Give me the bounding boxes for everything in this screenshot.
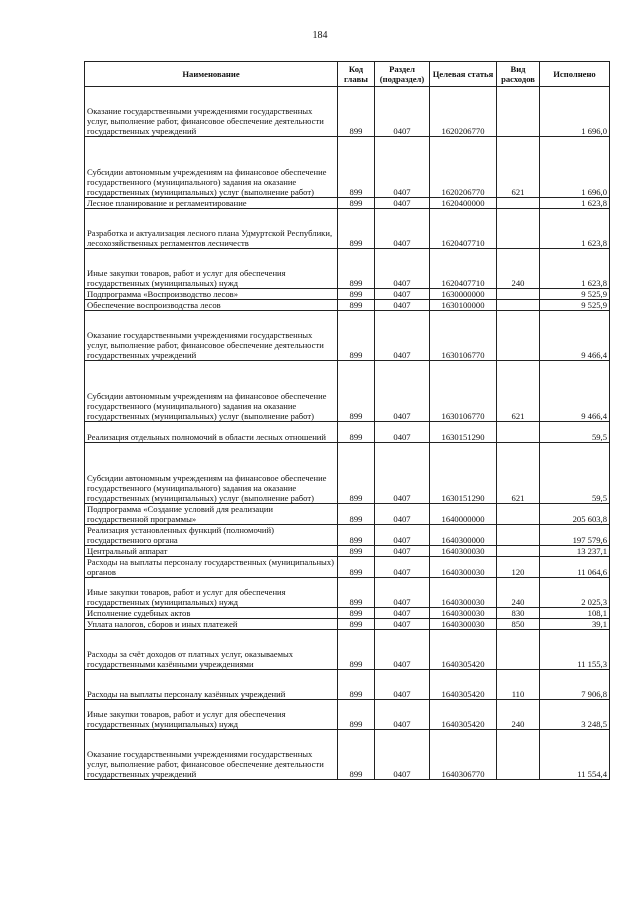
column-header-sum: Исполнено	[540, 62, 610, 87]
cell-name: Расходы за счёт доходов от платных услуг, оказываемых государственными казёнными учреждениями	[85, 630, 338, 670]
cell-glava: 899	[338, 422, 375, 443]
cell-name: Подпрограмма «Воспроизводство лесов»	[85, 289, 338, 300]
cell-sum: 13 237,1	[540, 546, 610, 557]
cell-sum: 197 579,6	[540, 525, 610, 546]
cell-name: Субсидии автономным учреждениям на финансовое обеспечение государственного (муниципального) задания на оказание государственных (муниципальных) услуг (выполнение работ)	[85, 137, 338, 198]
table-row	[85, 443, 610, 504]
cell-glava: 899	[338, 361, 375, 422]
cell-sum: 1 623,8	[540, 209, 610, 249]
cell-sum: 59,5	[540, 443, 610, 504]
cell-glava: 899	[338, 608, 375, 619]
cell-razdel: 0407	[375, 361, 430, 422]
cell-statya: 1640300030	[430, 546, 497, 557]
cell-glava: 899	[338, 311, 375, 361]
cell-razdel: 0407	[375, 557, 430, 578]
cell-statya: 1620400000	[430, 198, 497, 209]
column-header-vid: Вид расходов	[497, 62, 540, 87]
table-row	[85, 311, 610, 361]
cell-statya: 1640300030	[430, 619, 497, 630]
cell-name: Разработка и актуализация лесного плана Удмуртской Республики, лесохозяйственных регламентов лесничеств	[85, 209, 338, 249]
cell-glava: 899	[338, 730, 375, 780]
cell-statya: 1620206770	[430, 87, 497, 137]
cell-name: Подпрограмма «Создание условий для реализации государственной программы»	[85, 504, 338, 525]
table-row	[85, 557, 610, 578]
table-row	[85, 209, 610, 249]
table-body	[85, 87, 610, 780]
cell-glava: 899	[338, 557, 375, 578]
cell-glava: 899	[338, 546, 375, 557]
cell-vid	[497, 311, 540, 361]
cell-sum: 1 696,0	[540, 87, 610, 137]
cell-glava: 899	[338, 578, 375, 608]
table-row	[85, 504, 610, 525]
cell-sum: 1 623,8	[540, 249, 610, 289]
cell-name: Реализация установленных функций (полномочий) государственного органа	[85, 525, 338, 546]
cell-vid: 621	[497, 443, 540, 504]
table-row	[85, 249, 610, 289]
cell-statya: 1640305420	[430, 700, 497, 730]
table-row	[85, 361, 610, 422]
cell-statya: 1640305420	[430, 630, 497, 670]
cell-vid	[497, 546, 540, 557]
cell-razdel: 0407	[375, 504, 430, 525]
cell-statya: 1630106770	[430, 311, 497, 361]
cell-vid: 621	[497, 137, 540, 198]
cell-glava: 899	[338, 700, 375, 730]
cell-glava: 899	[338, 137, 375, 198]
cell-statya: 1640300030	[430, 557, 497, 578]
cell-glava: 899	[338, 619, 375, 630]
cell-statya: 1640300030	[430, 608, 497, 619]
cell-vid	[497, 525, 540, 546]
table-row	[85, 619, 610, 630]
cell-sum: 2 025,3	[540, 578, 610, 608]
cell-glava: 899	[338, 630, 375, 670]
cell-glava: 899	[338, 443, 375, 504]
cell-name: Центральный аппарат	[85, 546, 338, 557]
cell-statya: 1620407710	[430, 209, 497, 249]
cell-statya: 1640000000	[430, 504, 497, 525]
cell-razdel: 0407	[375, 546, 430, 557]
table-header-row	[85, 62, 610, 87]
cell-vid: 850	[497, 619, 540, 630]
cell-sum: 9 525,9	[540, 289, 610, 300]
column-header-razdel: Раздел (подраздел)	[375, 62, 430, 87]
cell-statya: 1620407710	[430, 249, 497, 289]
cell-vid	[497, 730, 540, 780]
cell-vid: 110	[497, 670, 540, 700]
cell-name: Обеспечение воспроизводства лесов	[85, 300, 338, 311]
cell-glava: 899	[338, 504, 375, 525]
cell-name: Исполнение судебных актов	[85, 608, 338, 619]
cell-razdel: 0407	[375, 619, 430, 630]
cell-statya: 1630106770	[430, 361, 497, 422]
cell-name: Лесное планирование и регламентирование	[85, 198, 338, 209]
cell-glava: 899	[338, 300, 375, 311]
cell-sum: 1 623,8	[540, 198, 610, 209]
cell-razdel: 0407	[375, 422, 430, 443]
cell-name: Субсидии автономным учреждениям на финансовое обеспечение государственного (муниципального) задания на оказание государственных (муниципальных) услуг (выполнение работ)	[85, 361, 338, 422]
cell-sum: 11 064,6	[540, 557, 610, 578]
cell-statya: 1640300030	[430, 578, 497, 608]
table-row	[85, 422, 610, 443]
table-row	[85, 87, 610, 137]
table-row	[85, 525, 610, 546]
table-row	[85, 546, 610, 557]
cell-name: Оказание государственными учреждениями государственных услуг, выполнение работ, финансовое обеспечение деятельности государственных учреждений	[85, 730, 338, 780]
cell-sum: 9 525,9	[540, 300, 610, 311]
table-row	[85, 700, 610, 730]
cell-name: Реализация отдельных полномочий в области лесных отношений	[85, 422, 338, 443]
cell-sum: 108,1	[540, 608, 610, 619]
cell-name: Иные закупки товаров, работ и услуг для обеспечения государственных (муниципальных) нужд	[85, 700, 338, 730]
cell-glava: 899	[338, 87, 375, 137]
cell-vid: 240	[497, 700, 540, 730]
table-row	[85, 630, 610, 670]
table-row	[85, 289, 610, 300]
cell-razdel: 0407	[375, 608, 430, 619]
cell-razdel: 0407	[375, 289, 430, 300]
cell-razdel: 0407	[375, 630, 430, 670]
cell-sum: 59,5	[540, 422, 610, 443]
cell-statya: 1630100000	[430, 300, 497, 311]
cell-statya: 1630151290	[430, 422, 497, 443]
cell-sum: 11 554,4	[540, 730, 610, 780]
cell-name: Иные закупки товаров, работ и услуг для обеспечения государственных (муниципальных) нужд	[85, 578, 338, 608]
cell-vid	[497, 209, 540, 249]
cell-sum: 205 603,8	[540, 504, 610, 525]
table-row	[85, 670, 610, 700]
column-header-name: Наименование	[85, 62, 338, 87]
cell-name: Субсидии автономным учреждениям на финансовое обеспечение государственного (муниципального) задания на оказание государственных (муниципальных) услуг (выполнение работ)	[85, 443, 338, 504]
cell-razdel: 0407	[375, 525, 430, 546]
cell-sum: 3 248,5	[540, 700, 610, 730]
cell-vid: 621	[497, 361, 540, 422]
table-row	[85, 578, 610, 608]
cell-glava: 899	[338, 198, 375, 209]
cell-statya: 1640305420	[430, 670, 497, 700]
table-row	[85, 198, 610, 209]
cell-razdel: 0407	[375, 311, 430, 361]
cell-name: Иные закупки товаров, работ и услуг для обеспечения государственных (муниципальных) нужд	[85, 249, 338, 289]
page-number: 184	[312, 30, 328, 41]
cell-razdel: 0407	[375, 670, 430, 700]
cell-razdel: 0407	[375, 700, 430, 730]
cell-razdel: 0407	[375, 209, 430, 249]
cell-vid	[497, 289, 540, 300]
budget-table	[84, 61, 610, 780]
cell-razdel: 0407	[375, 87, 430, 137]
cell-vid: 120	[497, 557, 540, 578]
cell-razdel: 0407	[375, 137, 430, 198]
cell-razdel: 0407	[375, 300, 430, 311]
cell-vid	[497, 422, 540, 443]
cell-razdel: 0407	[375, 443, 430, 504]
table-row	[85, 300, 610, 311]
column-header-glava: Код главы	[338, 62, 375, 87]
cell-statya: 1640300000	[430, 525, 497, 546]
table-row	[85, 730, 610, 780]
column-header-statya: Целевая статья	[430, 62, 497, 87]
cell-vid	[497, 630, 540, 670]
cell-name: Оказание государственными учреждениями государственных услуг, выполнение работ, финансовое обеспечение деятельности государственных учреждений	[85, 311, 338, 361]
cell-vid	[497, 300, 540, 311]
cell-sum: 9 466,4	[540, 361, 610, 422]
cell-glava: 899	[338, 525, 375, 546]
table-row	[85, 608, 610, 619]
cell-vid	[497, 198, 540, 209]
cell-sum: 39,1	[540, 619, 610, 630]
cell-razdel: 0407	[375, 578, 430, 608]
cell-name: Уплата налогов, сборов и иных платежей	[85, 619, 338, 630]
cell-sum: 7 906,8	[540, 670, 610, 700]
cell-name: Расходы на выплаты персоналу казённых учреждений	[85, 670, 338, 700]
cell-vid: 240	[497, 249, 540, 289]
cell-vid	[497, 87, 540, 137]
cell-vid	[497, 504, 540, 525]
cell-sum: 11 155,3	[540, 630, 610, 670]
cell-statya: 1630151290	[430, 443, 497, 504]
cell-razdel: 0407	[375, 198, 430, 209]
cell-glava: 899	[338, 209, 375, 249]
table-row	[85, 137, 610, 198]
cell-statya: 1620206770	[430, 137, 497, 198]
cell-glava: 899	[338, 670, 375, 700]
cell-razdel: 0407	[375, 249, 430, 289]
cell-glava: 899	[338, 289, 375, 300]
cell-name: Оказание государственными учреждениями государственных услуг, выполнение работ, финансовое обеспечение деятельности государственных учреждений	[85, 87, 338, 137]
cell-glava: 899	[338, 249, 375, 289]
cell-statya: 1630000000	[430, 289, 497, 300]
cell-razdel: 0407	[375, 730, 430, 780]
cell-vid: 240	[497, 578, 540, 608]
cell-vid: 830	[497, 608, 540, 619]
cell-statya: 1640306770	[430, 730, 497, 780]
cell-sum: 9 466,4	[540, 311, 610, 361]
cell-name: Расходы на выплаты персоналу государственных (муниципальных) органов	[85, 557, 338, 578]
cell-sum: 1 696,0	[540, 137, 610, 198]
